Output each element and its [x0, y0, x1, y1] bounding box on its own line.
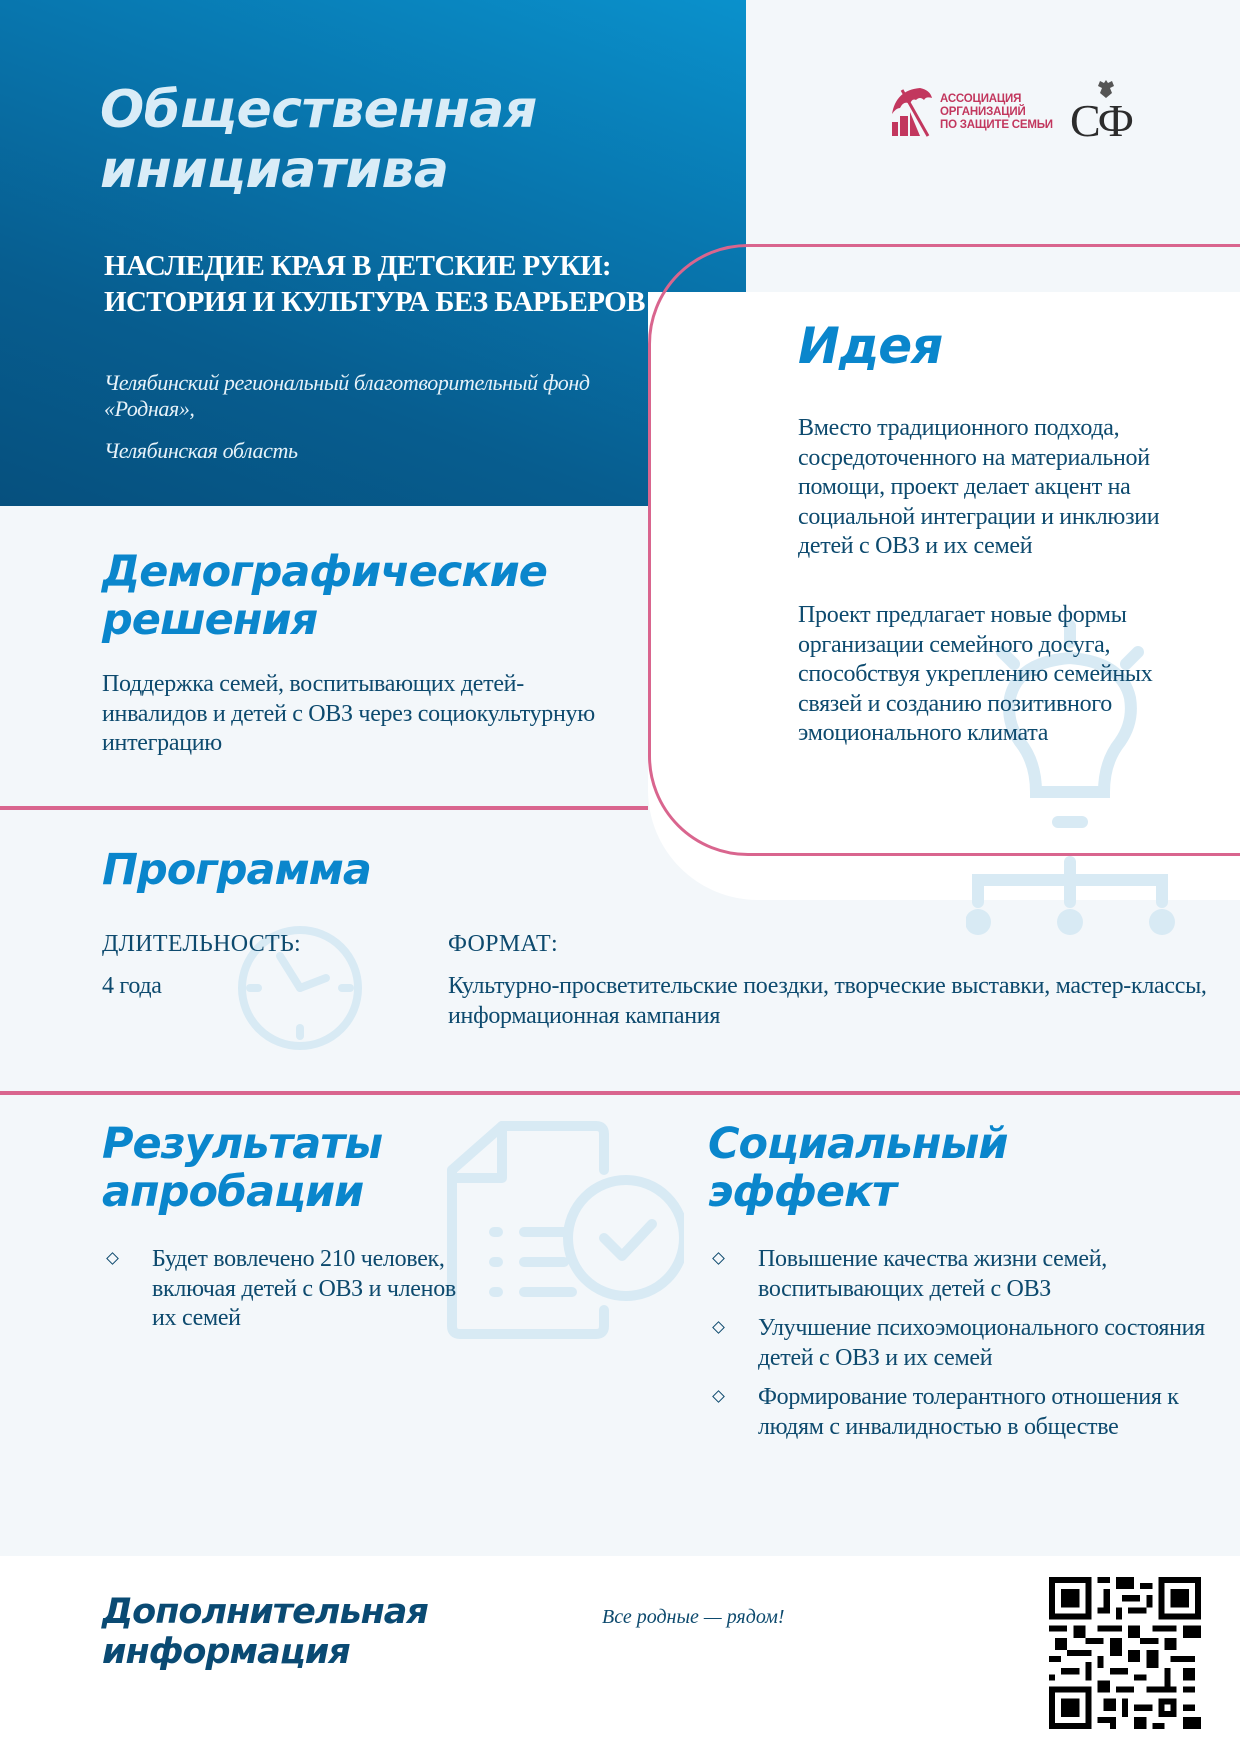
program-title: Программа: [102, 845, 371, 895]
list-item: [710, 1245, 1210, 1304]
association-line2: ОРГАНИЗАЦИЙ: [940, 105, 1026, 118]
region-name: Челябинская область: [104, 438, 298, 463]
sf-logo: [1070, 78, 1150, 148]
list-item-text: Улучшение психоэмоционального состояния детей с ОВЗ и их семей: [758, 1315, 1205, 1371]
section-divider: [0, 1091, 1240, 1095]
duration-value: 4 года: [102, 973, 162, 999]
format-value: Культурно-просветительские поездки, творческие выставки, мастер-классы, информационная кампания: [448, 973, 1207, 1029]
demographic-title-line1: Демографические: [102, 547, 547, 597]
diamond-bullet-icon: [712, 1390, 725, 1403]
results-title-line1: Результаты: [102, 1119, 383, 1169]
list-item: [104, 1245, 464, 1334]
list-item-text: Будет вовлечено 210 человек, включая детей с ОВЗ и членов их семей: [152, 1246, 456, 1331]
social-effect-title-line1: Социальный: [708, 1119, 1008, 1169]
idea-title: Идея: [798, 317, 943, 375]
social-effect-title: [708, 1120, 1128, 1216]
diamond-bullet-icon: [106, 1252, 119, 1265]
duration-label: ДЛИТЕЛЬНОСТЬ:: [102, 931, 302, 957]
association-name: [940, 93, 1060, 132]
association-logo: [890, 86, 1060, 138]
results-title: [102, 1120, 522, 1216]
list-item-text: Повышение качества жизни семей, воспитывающих детей с ОВЗ: [758, 1246, 1107, 1302]
slogan: Все родные — рядом!: [602, 1606, 785, 1628]
results-title-line2: апробации: [102, 1167, 364, 1217]
section-divider: [0, 806, 648, 810]
additional-info-title: [102, 1592, 428, 1672]
results-list: [104, 1245, 464, 1344]
list-item: [710, 1314, 1210, 1373]
sf-logo-text: СФ: [1070, 95, 1132, 146]
social-effect-title-line2: эффект: [708, 1167, 897, 1217]
list-item-text: Формирование толерантного отношения к людям с инвалидностью в обществе: [758, 1384, 1179, 1440]
project-title: НАСЛЕДИЕ КРАЯ В ДЕТСКИЕ РУКИ: ИСТОРИЯ И КУЛЬТУРА БЕЗ БАРЬЕРОВ: [104, 250, 645, 318]
format-label: ФОРМАТ:: [448, 931, 558, 957]
social-effect-list: [710, 1245, 1210, 1452]
diamond-bullet-icon: [712, 1321, 725, 1334]
diamond-bullet-icon: [712, 1252, 725, 1265]
qr-code-icon[interactable]: [1049, 1577, 1201, 1729]
demographic-title: [102, 548, 602, 644]
umbrella-house-icon: [890, 86, 932, 138]
association-line1: АССОЦИАЦИЯ: [940, 92, 1022, 105]
main-title-line1: Общественная: [100, 80, 537, 140]
association-line3: ПО ЗАЩИТЕ СЕМЬИ: [940, 118, 1053, 131]
idea-paragraph-1: Вместо традиционного подхода, сосредоточенного на материальной помощи, проект делает акцент на социальной интеграции и инклюзии детей с ОВЗ и их семей: [798, 415, 1160, 559]
main-title: [100, 80, 660, 200]
idea-paragraph-2: Проект предлагает новые формы организации семейного досуга, способствуя укреплению семейных связей и созданию позитивного эмоционального климата: [798, 602, 1153, 746]
additional-info-title-line2: информация: [102, 1632, 350, 1672]
organization-name: Челябинский региональный благотворительный фонд «Родная»,: [104, 370, 590, 421]
additional-info-title-line1: Дополнительная: [102, 1592, 428, 1632]
main-title-line2: инициатива: [100, 140, 449, 200]
demographic-text: Поддержка семей, воспитывающих детей-инвалидов и детей с ОВЗ через социокультурную интеграцию: [102, 671, 595, 756]
list-item: [710, 1383, 1210, 1442]
demographic-title-line2: решения: [102, 595, 318, 645]
